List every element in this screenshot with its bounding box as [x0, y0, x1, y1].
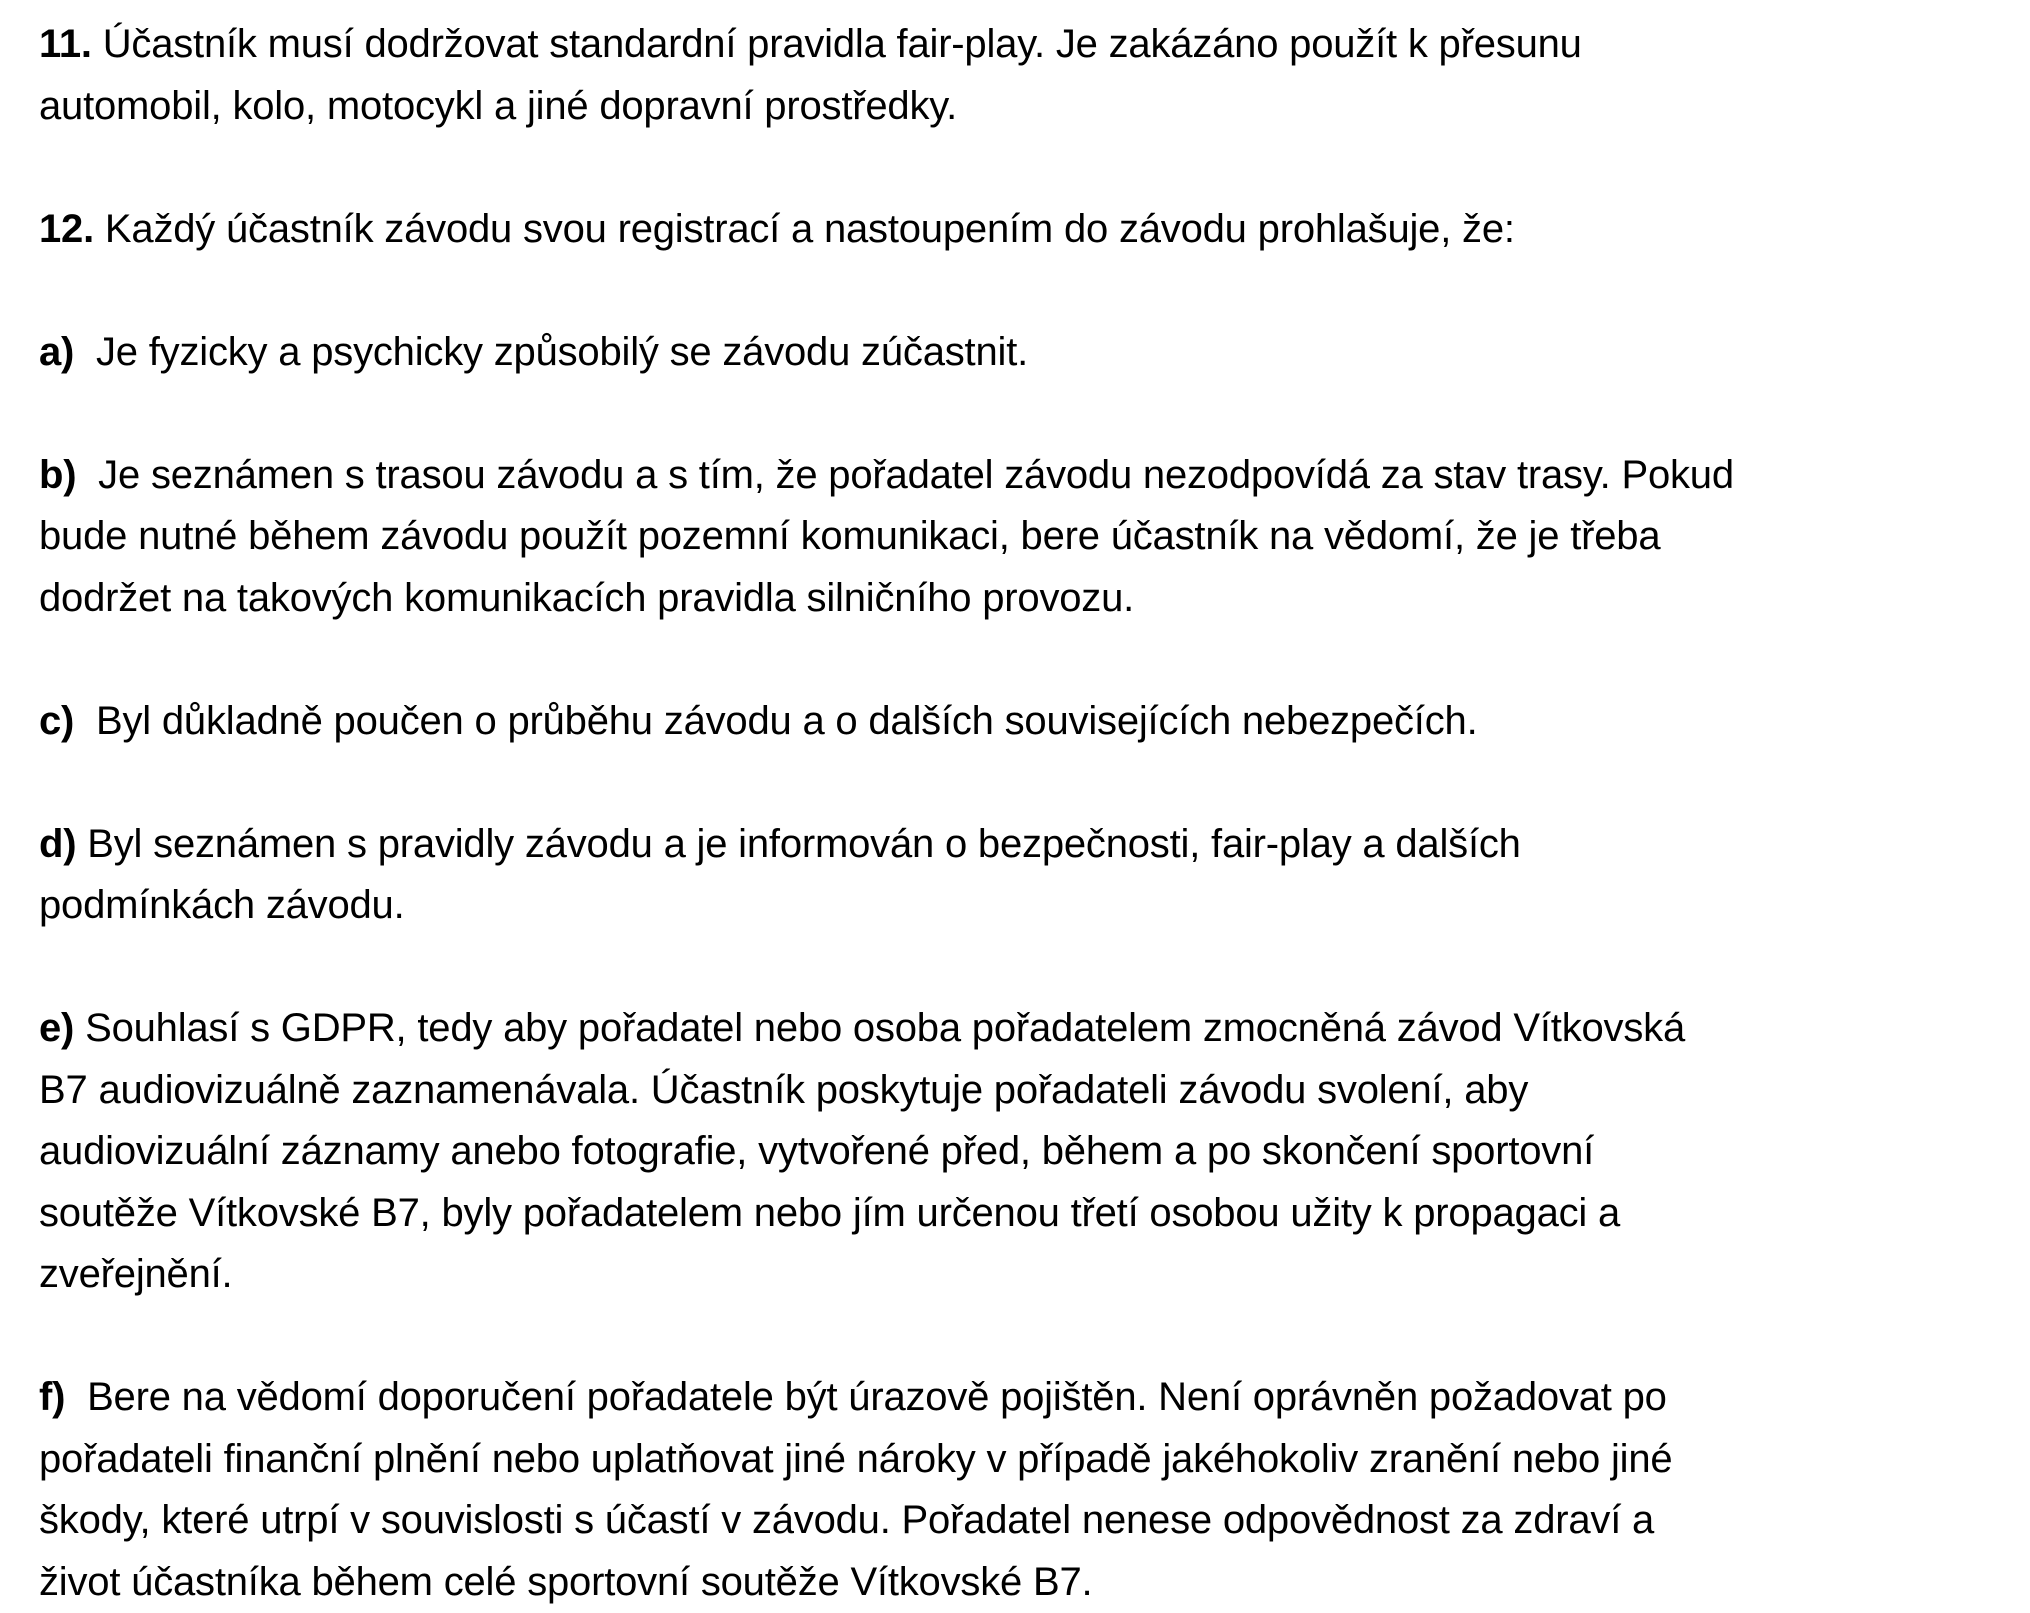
- paragraph: [39, 199, 1999, 261]
- paragraph-text: automobil, kolo, motocykl a jiné dopravní prostředky.: [39, 84, 957, 128]
- paragraph-line: [39, 76, 1999, 138]
- paragraph-text: Souhlasí s GDPR, tedy aby pořadatel nebo osoba pořadatelem zmocněná závod Vítkovská: [74, 1006, 1685, 1050]
- paragraph-line: [39, 445, 1999, 507]
- paragraph-text: zveřejnění.: [39, 1252, 232, 1296]
- paragraph-marker: e): [39, 1006, 74, 1050]
- paragraph-marker: 12.: [39, 207, 94, 251]
- paragraph-line: [39, 691, 1999, 753]
- paragraph-line: [39, 998, 1999, 1060]
- paragraph-text: audiovizuální záznamy anebo fotografie, vytvořené před, během a po skončení sportovní: [39, 1129, 1594, 1173]
- paragraph: [39, 14, 1999, 137]
- paragraph-text: Bere na vědomí doporučení pořadatele být úrazově pojištěn. Není oprávněn požadovat po: [65, 1375, 1666, 1419]
- paragraph: [39, 445, 1999, 630]
- paragraph: [39, 1367, 1999, 1613]
- paragraph-text: pořadateli finanční plnění nebo uplatňovat jiné nároky v případě jakéhokoliv zranění nebo jiné: [39, 1437, 1672, 1481]
- paragraph-text: škody, které utrpí v souvislosti s účastí v závodu. Pořadatel nenese odpovědnost za zdraví a: [39, 1498, 1654, 1542]
- paragraph-line: [39, 875, 1999, 937]
- paragraph-text: život účastníka během celé sportovní soutěže Vítkovské B7.: [39, 1560, 1092, 1604]
- paragraph-line: [39, 1552, 1999, 1613]
- paragraph-text: dodržet na takových komunikacích pravidla silničního provozu.: [39, 576, 1134, 620]
- paragraph-text: B7 audiovizuálně zaznamenávala. Účastník poskytuje pořadateli závodu svolení, aby: [39, 1068, 1528, 1112]
- paragraph-text: Účastník musí dodržovat standardní pravidla fair-play. Je zakázáno použít k přesunu: [92, 22, 1582, 66]
- paragraph-line: [39, 1490, 1999, 1552]
- paragraph-marker: f): [39, 1375, 65, 1419]
- paragraph-text: Je fyzicky a psychicky způsobilý se závodu zúčastnit.: [74, 330, 1028, 374]
- paragraph-line: [39, 14, 1999, 76]
- paragraph-marker: c): [39, 699, 74, 743]
- paragraph-text: podmínkách závodu.: [39, 883, 405, 927]
- paragraph-marker: d): [39, 822, 76, 866]
- paragraph-line: [39, 1429, 1999, 1491]
- paragraph-line: [39, 199, 1999, 261]
- document-page: [39, 14, 1999, 1613]
- paragraph: [39, 691, 1999, 753]
- paragraph: [39, 998, 1999, 1306]
- paragraph-line: [39, 322, 1999, 384]
- paragraph-line: [39, 814, 1999, 876]
- paragraph-line: [39, 568, 1999, 630]
- paragraph-text: Byl důkladně poučen o průběhu závodu a o dalších souvisejících nebezpečích.: [74, 699, 1477, 743]
- paragraph-text: Je seznámen s trasou závodu a s tím, že pořadatel závodu nezodpovídá za stav trasy. Pokud: [76, 453, 1734, 497]
- paragraph-text: Každý účastník závodu svou registrací a nastoupením do závodu prohlašuje, že:: [94, 207, 1515, 251]
- paragraph-marker: 11.: [39, 22, 92, 66]
- paragraph-text: soutěže Vítkovské B7, byly pořadatelem nebo jím určenou třetí osobou užity k propagaci a: [39, 1191, 1620, 1235]
- paragraph-line: [39, 1183, 1999, 1245]
- paragraph-line: [39, 1060, 1999, 1122]
- paragraph-text: Byl seznámen s pravidly závodu a je informován o bezpečnosti, fair-play a dalších: [76, 822, 1520, 866]
- paragraph-text: bude nutné během závodu použít pozemní komunikaci, bere účastník na vědomí, že je třeba: [39, 514, 1660, 558]
- paragraph: [39, 814, 1999, 937]
- paragraph-line: [39, 506, 1999, 568]
- paragraph-line: [39, 1367, 1999, 1429]
- paragraph-line: [39, 1121, 1999, 1183]
- paragraph-marker: b): [39, 453, 76, 497]
- paragraph-line: [39, 1244, 1999, 1306]
- paragraph: [39, 322, 1999, 384]
- paragraph-marker: a): [39, 330, 74, 374]
